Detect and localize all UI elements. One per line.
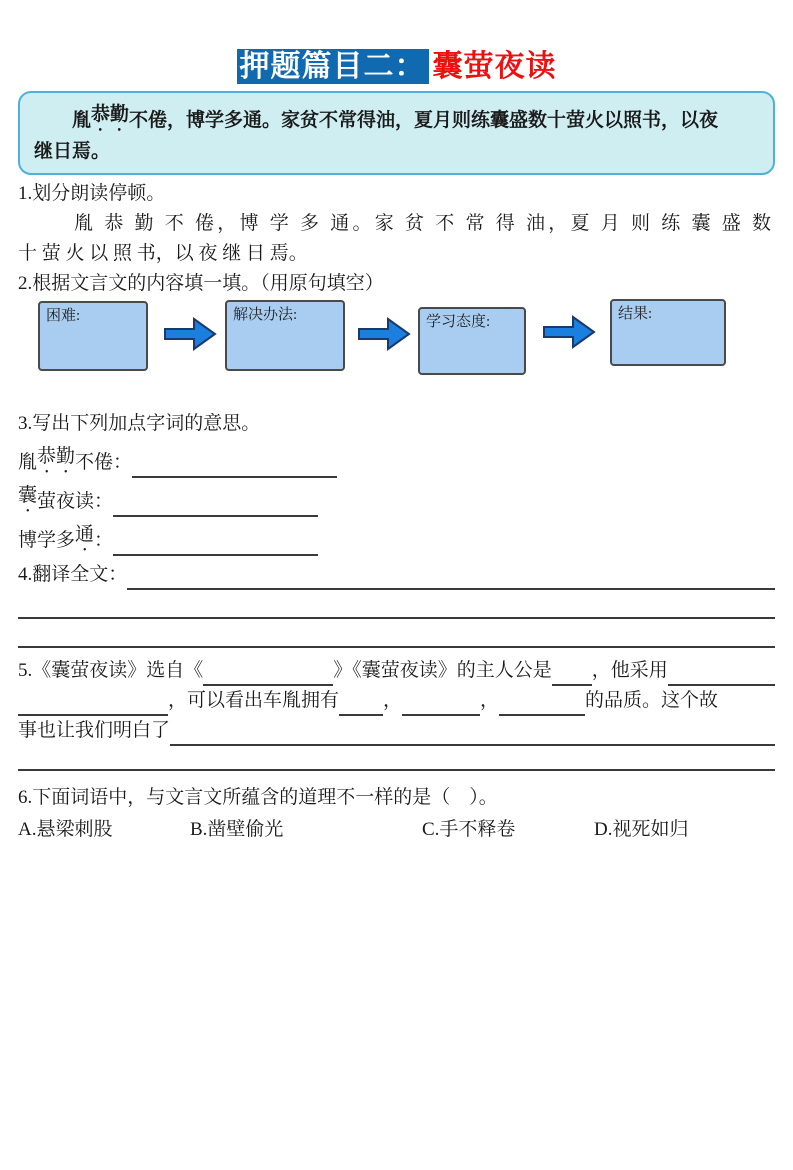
q3-items (18, 442, 775, 556)
text-line (34, 136, 759, 167)
text-line (18, 442, 775, 478)
answer-blank (18, 623, 775, 648)
q2-label: 2.根据文言文的内容填一填。（用原句填空） (18, 273, 384, 294)
answer-blank (127, 565, 775, 590)
q3-label: 3.写出下列加点字词的意思。 (18, 413, 261, 434)
answer-blank (499, 691, 585, 716)
arrow-right-icon (163, 315, 217, 358)
answer-blank (203, 661, 333, 686)
q5-section (18, 656, 775, 771)
text-segment: 4.翻译全文： (18, 564, 128, 585)
arrow-right-icon (357, 315, 411, 358)
emphasized-text-segment: 通 (75, 524, 95, 545)
worksheet-page (0, 48, 793, 845)
text-line (18, 590, 775, 619)
text-segment: ，可以看出车胤拥有 (168, 690, 340, 711)
emphasized-text-segment: 恭勤 (37, 446, 76, 467)
text-segment: 胤 (72, 110, 92, 131)
answer-blank (113, 531, 318, 556)
text-segment: ， (480, 690, 500, 711)
text-line (18, 560, 775, 590)
q6-label: 6.下面词语中，与文言文所蕴含的道理不一样的是（ ）。 (18, 787, 498, 808)
text-line (18, 716, 775, 746)
q6-option-A: A.悬梁刺股 (18, 819, 113, 840)
text-segment: ，他采用 (591, 660, 668, 681)
flow-box-3 (418, 307, 526, 375)
text-line (18, 656, 775, 686)
text-line (18, 520, 775, 556)
text-line (18, 746, 775, 771)
passage-box (18, 91, 775, 175)
flow-box-2 (225, 300, 345, 371)
q6-option-B: B.凿壁偷光 (190, 819, 284, 840)
text-segment: ： (94, 530, 114, 551)
q4-section (18, 560, 775, 648)
text-segment: ， (383, 690, 403, 711)
flow-box-1 (38, 301, 148, 371)
answer-blank (552, 661, 592, 686)
q6-option-C: C.手不释卷 (422, 819, 516, 840)
answer-blank (668, 661, 775, 686)
answer-blank (18, 691, 168, 716)
title-highlight: 囊萤夜读 (432, 50, 557, 83)
text-segment: 事也让我们明白了 (18, 720, 171, 741)
flow-box-label: 解决办法: (233, 307, 298, 323)
q6-options (18, 815, 775, 845)
answer-blank (339, 691, 383, 716)
answer-blank (18, 746, 775, 771)
answer-blank (402, 691, 480, 716)
flow-box-label: 困难: (46, 308, 81, 324)
answer-blank (132, 453, 337, 478)
text-segment: 不倦，博学多通。家贫不常得油，夏月则练囊盛数十萤火以照书，以夜 (129, 110, 719, 131)
q6-option-D: D.视死如归 (594, 819, 689, 840)
text-line (18, 619, 775, 648)
text-line (18, 686, 775, 716)
answer-blank (113, 492, 318, 517)
text-segment: 博学多 (18, 530, 76, 551)
answer-blank (18, 594, 775, 619)
q1-reading-line-1: 胤 恭 勤 不 倦，博 学 多 通。家 贫 不 常 得 油，夏 月 则 练 囊 盛 数 (74, 213, 771, 234)
arrow-right-icon (542, 313, 596, 356)
flow-box-label: 学习态度: (426, 314, 491, 330)
text-segment: 胤 (18, 452, 38, 473)
text-line (18, 481, 775, 517)
answer-blank (170, 721, 775, 746)
text-segment: 不倦： (75, 452, 133, 473)
flowchart (18, 299, 775, 385)
emphasized-text-segment: 恭勤 (91, 104, 130, 125)
q1-label: 1.划分朗读停顿。 (18, 183, 166, 204)
title-prefix: 押题篇目二： (237, 49, 429, 84)
flow-box-label: 结果: (618, 306, 653, 322)
text-segment: 5.《囊萤夜读》选自《 (18, 660, 204, 681)
flow-box-4 (610, 299, 726, 366)
emphasized-text-segment: 囊 (18, 485, 38, 506)
q1-reading-line-2: 十 萤 火 以 照 书，以 夜 继 日 焉。 (18, 243, 308, 264)
text-segment: 萤夜读： (37, 491, 114, 512)
text-segment: 的品质。这个故 (585, 690, 719, 711)
text-line (34, 99, 759, 136)
text-segment: 》《囊萤夜读》的主人公是 (333, 660, 552, 681)
text-segment: 继日焉。 (34, 141, 111, 162)
page-title (18, 48, 775, 86)
